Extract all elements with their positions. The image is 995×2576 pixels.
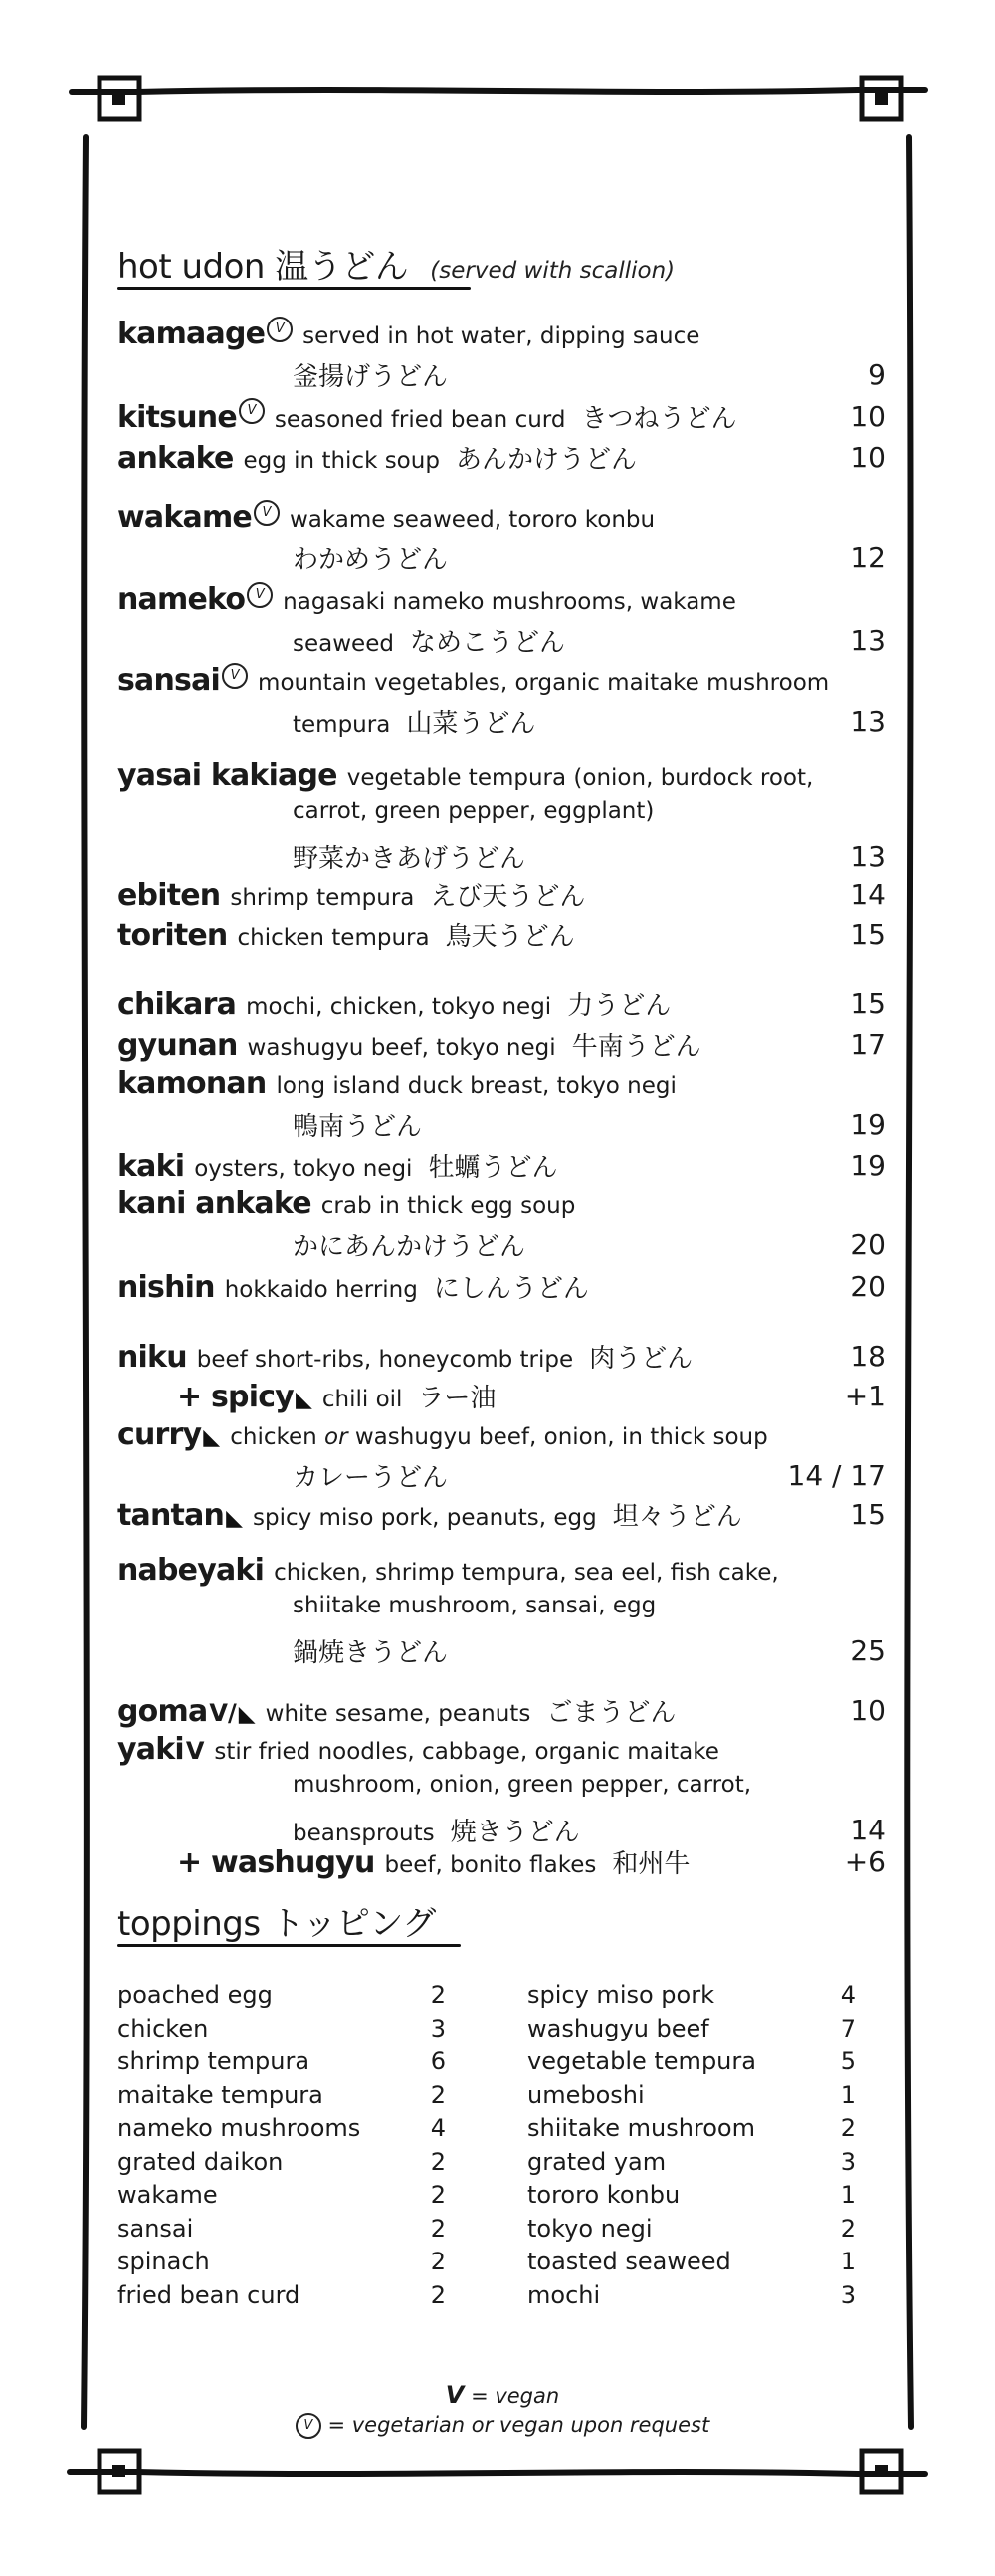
menu-item-name: kaki <box>117 1149 185 1183</box>
menu-item-japanese: 鳥天うどん <box>445 922 575 952</box>
hot-udon-note: (served with scallion) <box>430 258 676 284</box>
topping-name: chicken <box>117 2014 209 2042</box>
topping-price: 5 <box>840 2047 856 2075</box>
toppings-heading <box>117 1896 436 1945</box>
menu-item-description: beef short-ribs, honeycomb tripe <box>196 1347 574 1373</box>
legend-vegetarian <box>117 2413 886 2439</box>
menu-item-japanese: わかめうどん <box>293 545 449 575</box>
topping-row <box>117 2215 446 2249</box>
menu-item-description: chicken, shrimp tempura, sea eel, fish cake, <box>274 1560 779 1586</box>
menu-item-line <box>117 1732 886 1772</box>
menu-item-line <box>117 838 886 878</box>
menu-item-name: nameko <box>117 582 246 617</box>
topping-price: 3 <box>430 2014 446 2042</box>
menu-item-price: 15 <box>850 1498 886 1531</box>
menu-item-description: white sesame, peanuts <box>265 1701 531 1727</box>
topping-name: wakame <box>117 2181 218 2209</box>
toppings-right-column <box>527 1981 856 2314</box>
topping-name: shrimp tempura <box>117 2047 310 2075</box>
menu-item-price: 20 <box>850 1228 886 1261</box>
menu-item-line <box>117 663 886 703</box>
menu-item-name: tantan <box>117 1498 225 1533</box>
legend-vegan <box>117 2381 886 2409</box>
legend-vegetarian-text: = vegetarian or vegan upon request <box>327 2413 710 2437</box>
menu-item-description: mushroom, onion, green pepper, carrot, <box>293 1772 752 1798</box>
menu-item-japanese: 鍋焼きうどん <box>293 1638 449 1668</box>
topping-name: spinach <box>117 2248 210 2275</box>
menu-item-line <box>117 1226 886 1266</box>
vegetarian-request-icon: V <box>239 398 265 424</box>
menu-item-name: kamonan <box>117 1066 267 1101</box>
menu-item-price: 14 / 17 <box>787 1459 886 1492</box>
menu-item-description: chili oil <box>321 1387 403 1412</box>
menu-item-line <box>117 985 886 1025</box>
toppings-title: toppings トッピング <box>117 1904 436 1944</box>
menu-item-line <box>117 539 886 579</box>
vegan-icon: V <box>445 2381 465 2409</box>
menu-item-japanese: 和州牛 <box>612 1849 691 1879</box>
menu-item-description: crab in thick egg soup <box>320 1193 576 1219</box>
menu-item-description: long island duck breast, tokyo negi <box>276 1073 677 1099</box>
menu-item-line <box>117 1593 886 1632</box>
topping-row <box>527 2215 856 2249</box>
topping-name: toasted seaweed <box>527 2248 731 2275</box>
toppings-left-column <box>117 1981 446 2314</box>
topping-row <box>527 2281 856 2315</box>
topping-name: tororo konbu <box>527 2181 681 2209</box>
menu-item <box>117 1732 886 1851</box>
menu-item-line <box>117 1632 886 1672</box>
menu-item-price: 25 <box>850 1634 886 1667</box>
menu-item-price: 20 <box>850 1270 886 1303</box>
menu-item-description: beef, bonito flakes <box>384 1852 597 1878</box>
menu-item-japanese: 肉うどん <box>589 1344 694 1374</box>
menu-item-price: 10 <box>850 1694 886 1727</box>
menu-item-description: washugyu beef, tokyo negi <box>247 1035 556 1061</box>
menu-item-description: mochi, chicken, tokyo negi <box>246 994 552 1020</box>
topping-name: mochi <box>527 2280 601 2309</box>
menu-item-price: 15 <box>850 987 886 1020</box>
menu-item-description: seaweed <box>293 631 394 657</box>
topping-price: 3 <box>840 2280 856 2309</box>
menu-item <box>117 1692 886 1732</box>
menu-item-name: curry <box>117 1417 202 1452</box>
menu-item-japanese: 牛南うどん <box>571 1032 701 1062</box>
menu-item-line <box>117 1772 886 1812</box>
desc-part: chicken <box>230 1424 325 1450</box>
desc-part: washugyu beef, onion, in thick soup <box>347 1424 768 1450</box>
menu-item-line <box>117 317 886 356</box>
menu-item-japanese: なめこうどん <box>409 628 565 658</box>
menu-item-japanese: にしんうどん <box>433 1274 589 1304</box>
menu-item-price: 13 <box>850 705 886 738</box>
menu-item-line <box>117 500 886 539</box>
topping-price: 2 <box>430 2080 446 2109</box>
menu-item-name: kitsune <box>117 400 237 435</box>
menu-item-description: shiitake mushroom, sansai, egg <box>293 1593 657 1618</box>
topping-row <box>527 2248 856 2281</box>
topping-price: 2 <box>840 2114 856 2142</box>
menu-item-price: 19 <box>850 1149 886 1181</box>
vegetarian-request-icon: V <box>254 500 280 526</box>
topping-name: nameko mushrooms <box>117 2114 361 2142</box>
topping-name: maitake tempura <box>117 2080 323 2109</box>
menu-item-line <box>117 703 886 743</box>
menu-item-line <box>117 758 886 798</box>
menu-item-price: 14 <box>850 1814 886 1846</box>
topping-row <box>117 1981 446 2015</box>
vegetarian-request-icon: V <box>267 317 293 342</box>
chili-pepper-icon: ◣ <box>226 1506 244 1531</box>
menu-item-line <box>117 1106 886 1146</box>
hot-udon-title: hot udon 温うどん <box>117 247 409 287</box>
topping-price: 2 <box>430 2280 446 2309</box>
menu-item-description: oysters, tokyo negi <box>194 1156 413 1181</box>
menu-item-price: 9 <box>868 358 886 391</box>
menu-item-line <box>117 1417 886 1457</box>
menu-item-line <box>117 1692 886 1732</box>
menu-item-line <box>117 1186 886 1226</box>
menu-item-description: stir fried noodles, cabbage, organic maitake <box>214 1739 719 1765</box>
menu-item-line <box>117 798 886 838</box>
menu-item-line <box>117 1496 886 1536</box>
menu-item-price: 18 <box>850 1340 886 1373</box>
topping-price: 4 <box>430 2114 446 2142</box>
menu-item-description: seasoned fried bean curd <box>274 407 566 433</box>
menu-item-japanese: あんかけうどん <box>455 445 637 475</box>
menu-item-description: served in hot water, dipping sauce <box>302 323 700 349</box>
menu-item-line <box>117 1338 886 1378</box>
menu-item-description: chicken tempura <box>237 925 430 951</box>
vegetarian-request-icon: V <box>247 582 273 608</box>
menu-item-description: spicy miso pork, peanuts, egg <box>253 1505 597 1531</box>
menu-item-description: mountain vegetables, organic maitake mushroom <box>258 670 830 696</box>
topping-price: 2 <box>840 2214 856 2243</box>
topping-row <box>527 2015 856 2048</box>
topping-row <box>527 2148 856 2182</box>
menu-item <box>117 1378 886 1417</box>
menu-item-line <box>117 1553 886 1593</box>
topping-row <box>117 2081 446 2115</box>
menu-item-line <box>117 622 886 662</box>
menu-item-japanese: 力うどん <box>567 991 672 1021</box>
topping-price: 4 <box>840 1981 856 2009</box>
menu-item <box>117 500 886 579</box>
menu-item <box>117 398 886 438</box>
menu-item-name: gyunan <box>117 1028 238 1063</box>
menu-item-description <box>230 1424 767 1450</box>
topping-price: 2 <box>430 2181 446 2209</box>
topping-price: 3 <box>840 2147 856 2176</box>
hot-udon-underline <box>117 287 471 290</box>
vegetarian-request-icon: V <box>222 663 248 689</box>
menu-item-japanese: 鴨南うどん <box>293 1112 423 1142</box>
menu-item-name: toriten <box>117 918 228 953</box>
topping-name: grated yam <box>527 2147 667 2176</box>
topping-price: 1 <box>840 2080 856 2109</box>
topping-price: 2 <box>430 2147 446 2176</box>
menu-item-japanese: 焼きうどん <box>450 1818 580 1847</box>
vegan-icon: V <box>185 1737 205 1765</box>
menu-item-line <box>117 1457 886 1497</box>
menu-item-line <box>117 582 886 622</box>
menu-item-line <box>117 1378 886 1417</box>
menu-item-description: vegetable tempura (onion, burdock root, <box>346 765 814 791</box>
menu-item-price: +1 <box>844 1380 886 1412</box>
topping-row <box>117 2015 446 2048</box>
menu-item-price: 10 <box>850 441 886 474</box>
menu-item-price: 13 <box>850 840 886 873</box>
menu-item <box>117 916 886 956</box>
menu-item-name: nishin <box>117 1270 215 1305</box>
menu-item-name: + washugyu <box>177 1845 375 1880</box>
menu-item <box>117 758 886 878</box>
topping-name: tokyo negi <box>527 2214 653 2243</box>
menu-item <box>117 439 886 479</box>
topping-row <box>117 2281 446 2315</box>
menu-item-description: carrot, green pepper, eggplant) <box>293 798 655 824</box>
menu-item-name: ankake <box>117 441 234 476</box>
menu-item-description: hokkaido herring <box>224 1277 418 1303</box>
menu-item-line <box>117 1268 886 1308</box>
menu-item-line <box>117 1066 886 1106</box>
menu-item-name: ebiten <box>117 878 221 913</box>
topping-price: 2 <box>430 1981 446 2009</box>
menu-item-line <box>117 398 886 438</box>
chili-pepper-icon: ◣ <box>203 1425 221 1450</box>
menu-item <box>117 876 886 916</box>
menu-item-name: goma <box>117 1694 208 1729</box>
menu-item-name: kamaage <box>117 317 266 351</box>
menu-item-line <box>117 439 886 479</box>
menu-item-description: egg in thick soup <box>243 448 440 474</box>
menu-item-japanese: 牡蠣うどん <box>428 1153 558 1182</box>
menu-item-name: yasai kakiage <box>117 758 337 793</box>
menu-item <box>117 317 886 396</box>
hot-udon-heading <box>117 239 675 288</box>
menu-item-japanese: 野菜かきあげうどん <box>293 844 526 874</box>
menu-item <box>117 1417 886 1497</box>
menu-item-price: 14 <box>850 878 886 911</box>
topping-price: 2 <box>430 2214 446 2243</box>
menu-item-price: 17 <box>850 1028 886 1061</box>
menu-item <box>117 1268 886 1308</box>
menu-item-japanese: かにあんかけうどん <box>293 1232 526 1262</box>
menu-item-japanese: カレーうどん <box>293 1463 449 1493</box>
menu-item-line <box>117 356 886 396</box>
menu-item <box>117 1026 886 1066</box>
topping-row <box>117 2248 446 2281</box>
menu-item-name: kani ankake <box>117 1186 311 1221</box>
menu-item-line <box>117 1147 886 1186</box>
topping-name: fried bean curd <box>117 2280 300 2309</box>
topping-name: spicy miso pork <box>527 1981 714 2009</box>
menu-item-price: 12 <box>850 541 886 574</box>
topping-row <box>117 2047 446 2081</box>
menu-item-japanese: 山菜うどん <box>406 709 536 739</box>
legend-vegan-text: = vegan <box>471 2384 560 2408</box>
menu-item-price: +6 <box>844 1845 886 1878</box>
topping-row <box>527 2181 856 2215</box>
menu-item-japanese: えび天うどん <box>430 882 586 912</box>
topping-row <box>527 2081 856 2115</box>
topping-name: umeboshi <box>527 2080 645 2109</box>
menu-item-name: yaki <box>117 1732 184 1767</box>
menu-item-price: 10 <box>850 400 886 433</box>
menu-item-line <box>117 1026 886 1066</box>
menu-item <box>117 1066 886 1146</box>
menu-item <box>117 1496 886 1536</box>
menu-item <box>117 1186 886 1266</box>
topping-row <box>117 2148 446 2182</box>
topping-price: 7 <box>840 2014 856 2042</box>
menu-item-description: wakame seaweed, tororo konbu <box>289 507 656 533</box>
toppings-underline <box>117 1944 461 1947</box>
menu-item-description: beansprouts <box>293 1821 435 1846</box>
menu-item-description: nagasaki nameko mushrooms, wakame <box>283 589 736 615</box>
menu-item-name: + spicy <box>177 1380 294 1414</box>
topping-row <box>117 2114 446 2148</box>
topping-name: washugyu beef <box>527 2014 709 2042</box>
menu-item-name: nabeyaki <box>117 1553 265 1588</box>
topping-name: vegetable tempura <box>527 2047 756 2075</box>
menu-item <box>117 582 886 662</box>
menu-item-name: niku <box>117 1340 187 1375</box>
menu-item-japanese: 坦々うどん <box>612 1502 742 1532</box>
topping-price: 1 <box>840 2181 856 2209</box>
menu-item <box>117 1338 886 1378</box>
menu-item <box>117 1843 886 1883</box>
menu-item-name: sansai <box>117 663 221 698</box>
topping-row <box>527 2047 856 2081</box>
menu-item-japanese: きつねうどん <box>581 404 737 434</box>
menu-item <box>117 663 886 743</box>
topping-price: 2 <box>430 2248 446 2275</box>
topping-row <box>117 2181 446 2215</box>
menu-item <box>117 985 886 1025</box>
menu-item-line <box>117 916 886 956</box>
chili-pepper-icon: ◣ <box>295 1388 312 1412</box>
topping-price: 1 <box>840 2248 856 2275</box>
menu-item-japanese: ごまうどん <box>546 1698 677 1728</box>
menu-item <box>117 1147 886 1186</box>
menu-item-price: 19 <box>850 1108 886 1141</box>
menu-item-price: 13 <box>850 624 886 657</box>
menu-item-description: tempura <box>293 712 391 738</box>
menu-item-japanese: 釜揚げうどん <box>293 362 449 392</box>
menu-item <box>117 1553 886 1672</box>
chili-pepper-icon: ◣ <box>238 1702 256 1727</box>
menu-item-line <box>117 1843 886 1883</box>
topping-row <box>527 2114 856 2148</box>
topping-name: sansai <box>117 2214 194 2243</box>
topping-name: poached egg <box>117 1981 273 2009</box>
topping-name: shiitake mushroom <box>527 2114 755 2142</box>
menu-item-line <box>117 876 886 916</box>
menu-item-price: 15 <box>850 918 886 951</box>
menu-item-japanese: ラー油 <box>418 1384 497 1413</box>
menu-item-name: wakame <box>117 500 252 535</box>
topping-row <box>527 1981 856 2015</box>
desc-or: or <box>324 1424 348 1450</box>
topping-name: grated daikon <box>117 2147 284 2176</box>
vegan-icon: V/ <box>209 1699 237 1727</box>
vegetarian-request-icon: V <box>296 2413 321 2439</box>
topping-price: 6 <box>430 2047 446 2075</box>
menu-item-name: chikara <box>117 987 237 1022</box>
menu-item-description: shrimp tempura <box>230 885 415 911</box>
